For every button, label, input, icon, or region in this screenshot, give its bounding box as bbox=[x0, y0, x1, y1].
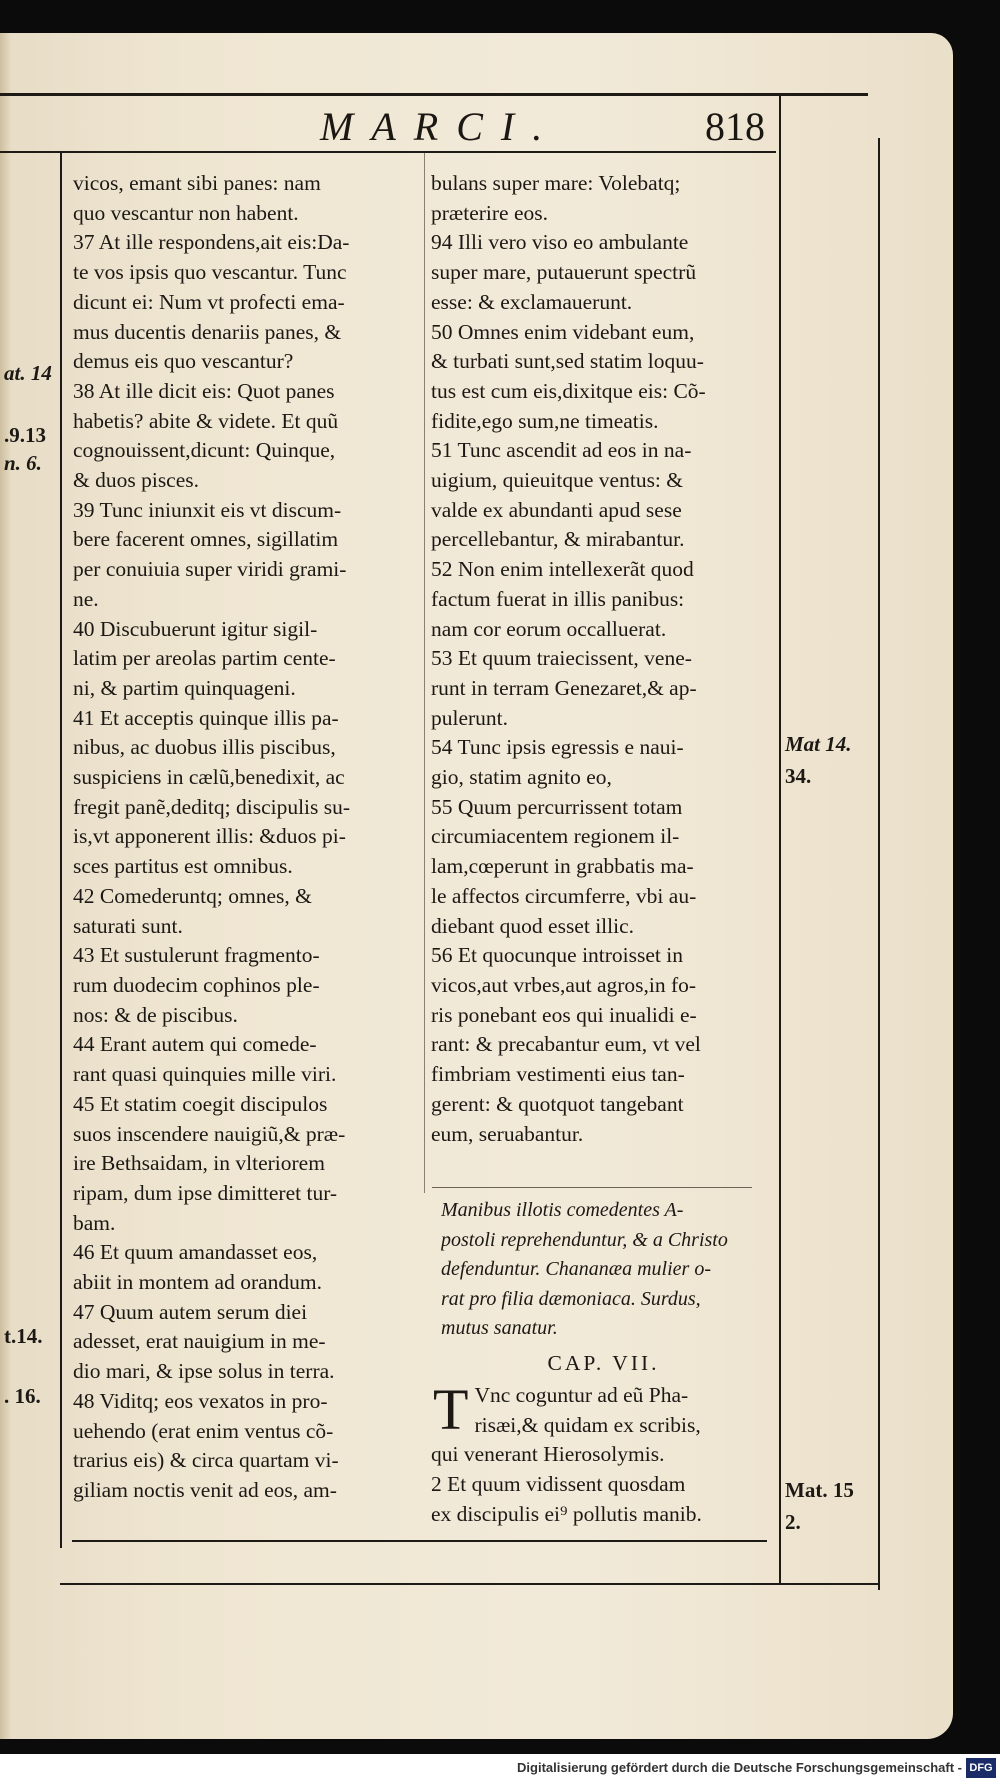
text-line: 55 Quum percurrissent totam bbox=[431, 794, 683, 819]
text-line: gio, statim agnito eo, bbox=[431, 765, 612, 790]
top-rule bbox=[0, 93, 868, 96]
text-line: & duos pisces. bbox=[73, 468, 200, 493]
summary-line: rat pro filia dæmoniaca. Surdus, bbox=[441, 1287, 701, 1310]
text-line: ripam, dum ipse dimitteret tur- bbox=[73, 1180, 338, 1205]
left-margin-rule bbox=[60, 153, 62, 1548]
text-line: esse: & exclamauerunt. bbox=[431, 289, 633, 314]
center-column-rule bbox=[424, 153, 425, 1193]
chapter-text bbox=[431, 1377, 776, 1530]
text-line: & turbati sunt,sed statim loquu- bbox=[431, 349, 704, 374]
outer-margin-rule bbox=[878, 138, 880, 1590]
text-line: demus eis quo vescantur? bbox=[73, 349, 294, 374]
right-margin-rule bbox=[779, 93, 781, 1583]
text-line: habetis? abite & videte. Et quũ bbox=[73, 408, 339, 433]
text-line: suspiciens in cælũ,benedixit, ac bbox=[73, 765, 345, 790]
text-line: 54 Tunc ipsis egressis e naui- bbox=[431, 735, 684, 760]
summary-line: Manibus illotis comedentes A- bbox=[441, 1199, 684, 1221]
margin-reference: 2. bbox=[785, 1510, 801, 1534]
text-line: 41 Et acceptis quinque illis pa- bbox=[73, 705, 339, 730]
text-line: is,vt apponerent illis: &duos pi- bbox=[73, 824, 346, 849]
text-line: rum duodecim cophinos ple- bbox=[73, 972, 320, 997]
text-line: tus est cum eis,dixitque eis: Cõ- bbox=[431, 378, 706, 403]
text-line: nibus, ac duobus illis piscibus, bbox=[73, 735, 336, 760]
text-line: bulans super mare: Volebatq; bbox=[431, 171, 681, 195]
text-line: diebant quod esset illic. bbox=[431, 913, 635, 938]
text-line: 51 Tunc ascendit ad eos in na- bbox=[431, 438, 692, 463]
text-line: cognouissent,dicunt: Quinque, bbox=[73, 438, 336, 463]
margin-reference: n. 6. bbox=[4, 451, 42, 475]
text-line: 37 At ille respondens,ait eis:Da- bbox=[73, 230, 350, 255]
dfg-logo: DFG bbox=[966, 1758, 996, 1778]
text-line: uehendo (erat enim ventus cõ- bbox=[73, 1418, 334, 1443]
chapter-summary bbox=[441, 1196, 776, 1344]
text-line: ne. bbox=[73, 586, 99, 611]
margin-reference: .9.13 bbox=[4, 423, 46, 447]
text-line: runt in terram Genezaret,& ap- bbox=[431, 675, 697, 700]
text-line: valde ex abundanti apud sese bbox=[431, 497, 682, 522]
text-line: risæi,& quidam ex scribis, bbox=[474, 1412, 701, 1437]
text-line: pulerunt. bbox=[431, 705, 509, 730]
margin-reference: . 16. bbox=[4, 1384, 41, 1408]
margin-reference: t.14. bbox=[4, 1324, 43, 1348]
text-line: 40 Discubuerunt igitur sigil- bbox=[73, 616, 318, 641]
text-line: vicos,aut vrbes,aut agros,in fo- bbox=[431, 972, 697, 997]
text-line: fidite,ego sum,ne timeatis. bbox=[431, 408, 659, 433]
text-line: qui venerant Hierosolymis. bbox=[431, 1442, 665, 1467]
text-line: giliam noctis venit ad eos, am- bbox=[73, 1477, 337, 1502]
text-line: 50 Omnes enim videbant eum, bbox=[431, 319, 695, 344]
text-line: nos: & de piscibus. bbox=[73, 1002, 238, 1027]
text-line: 45 Et statim coegit discipulos bbox=[73, 1091, 328, 1116]
drop-cap: T bbox=[433, 1377, 469, 1442]
running-header bbox=[0, 103, 953, 147]
text-line: quo vescantur non habent. bbox=[73, 200, 299, 225]
text-line: rant quasi quinquies mille viri. bbox=[73, 1062, 337, 1087]
chapter-heading: CAP. VII. bbox=[547, 1351, 660, 1375]
text-line: Vnc coguntur ad eũ Pha- bbox=[474, 1383, 689, 1407]
text-line: saturati sunt. bbox=[73, 913, 183, 938]
text-line: 42 Comederuntq; omnes, & bbox=[73, 883, 312, 908]
text-line: ire Bethsaidam, in vlteriorem bbox=[73, 1151, 325, 1176]
margin-reference: Mat 14. bbox=[785, 732, 852, 756]
text-line: bere facerent omnes, sigillatim bbox=[73, 527, 339, 552]
margin-reference: 34. bbox=[785, 764, 812, 788]
text-line: ris ponebant eos qui inualidi e- bbox=[431, 1002, 697, 1027]
text-line: 38 At ille dicit eis: Quot panes bbox=[73, 378, 335, 403]
text-line: præterire eos. bbox=[431, 200, 549, 225]
text-line: super mare, putauerunt spectrũ bbox=[431, 260, 697, 285]
text-line: sces partitus est omnibus. bbox=[73, 854, 293, 879]
text-line: 48 Viditq; eos vexatos in pro- bbox=[73, 1388, 328, 1413]
text-line: dio mari, & ipse solus in terra. bbox=[73, 1359, 335, 1384]
right-text-column bbox=[431, 169, 776, 1149]
left-text-column bbox=[73, 169, 418, 1506]
text-line: vicos, emant sibi panes: nam bbox=[73, 171, 321, 195]
margin-reference: Mat. 15 bbox=[785, 1478, 854, 1502]
text-line: bam. bbox=[73, 1210, 116, 1235]
text-line: suos inscendere nauigiũ,& præ- bbox=[73, 1121, 346, 1146]
text-line: te vos ipsis quo vescantur. Tunc bbox=[73, 260, 347, 285]
summary-line: mutus sanatur. bbox=[441, 1317, 558, 1339]
text-line: nam cor eorum occalluerat. bbox=[431, 616, 667, 641]
page-spine-edge bbox=[0, 33, 12, 1739]
text-line: percellebantur, & mirabantur. bbox=[431, 527, 685, 552]
summary-divider bbox=[432, 1187, 752, 1188]
text-line: eum, seruabantur. bbox=[431, 1121, 584, 1146]
footer-credit: Digitalisierung gefördert durch die Deutsche Forschungsgemeinschaft - bbox=[517, 1760, 962, 1775]
text-line: 46 Et quum amandasset eos, bbox=[73, 1240, 318, 1265]
text-line: fregit panẽ,deditq; discipulis su- bbox=[73, 794, 351, 819]
text-line: 43 Et sustulerunt fragmento- bbox=[73, 943, 320, 968]
text-line: mus ducentis denariis panes, & bbox=[73, 319, 342, 344]
text-line: 56 Et quocunque introisset in bbox=[431, 943, 683, 968]
text-line: lam,cœperunt in grabbatis ma- bbox=[431, 854, 694, 879]
bottom-rule-outer bbox=[60, 1583, 880, 1585]
text-line: 2 Et quum vidissent quosdam bbox=[431, 1472, 686, 1497]
summary-line: defenduntur. Chananæa mulier o- bbox=[441, 1258, 711, 1280]
text-line: factum fuerat in illis panibus: bbox=[431, 586, 685, 611]
text-line: 39 Tunc iniunxit eis vt discum- bbox=[73, 497, 342, 522]
text-line: 47 Quum autem serum diei bbox=[73, 1299, 308, 1324]
margin-reference: at. 14 bbox=[4, 361, 52, 385]
text-line: per conuiuia super viridi grami- bbox=[73, 557, 347, 582]
text-line: 94 Illi vero viso eo ambulante bbox=[431, 230, 689, 255]
text-line: uigium, quieuitque ventus: & bbox=[431, 468, 684, 493]
bottom-rule bbox=[72, 1540, 767, 1542]
page-number: 818 bbox=[705, 104, 765, 149]
text-line: gerent: & quotquot tangebant bbox=[431, 1091, 684, 1116]
text-line: rant: & precabantur eum, vt vel bbox=[431, 1032, 701, 1057]
text-line: 53 Et quum traiecissent, vene- bbox=[431, 646, 692, 671]
text-line: ex discipulis ei⁹ pollutis manib. bbox=[431, 1501, 702, 1526]
text-line: circumiacentem regionem il- bbox=[431, 824, 680, 849]
summary-line: postoli reprehenduntur, & a Christo bbox=[441, 1228, 728, 1251]
text-line: abiit in montem ad orandum. bbox=[73, 1270, 322, 1295]
text-line: le affectos circumferre, vbi au- bbox=[431, 883, 697, 908]
text-line: dicunt ei: Num vt profecti ema- bbox=[73, 289, 345, 314]
header-rule bbox=[0, 151, 776, 153]
page-title: MARCI. bbox=[320, 104, 561, 149]
text-line: 44 Erant autem qui comede- bbox=[73, 1032, 317, 1057]
text-line: trarius eis) & circa quartam vi- bbox=[73, 1448, 339, 1473]
text-line: adesset, erat nauigium in me- bbox=[73, 1329, 326, 1354]
text-line: fimbriam vestimenti eius tan- bbox=[431, 1062, 685, 1087]
text-line: latim per areolas partim cente- bbox=[73, 646, 336, 671]
digitization-footer bbox=[0, 1754, 1000, 1787]
text-line: ni, & partim quinquageni. bbox=[73, 675, 296, 700]
text-line: 52 Non enim intellexerãt quod bbox=[431, 557, 694, 582]
